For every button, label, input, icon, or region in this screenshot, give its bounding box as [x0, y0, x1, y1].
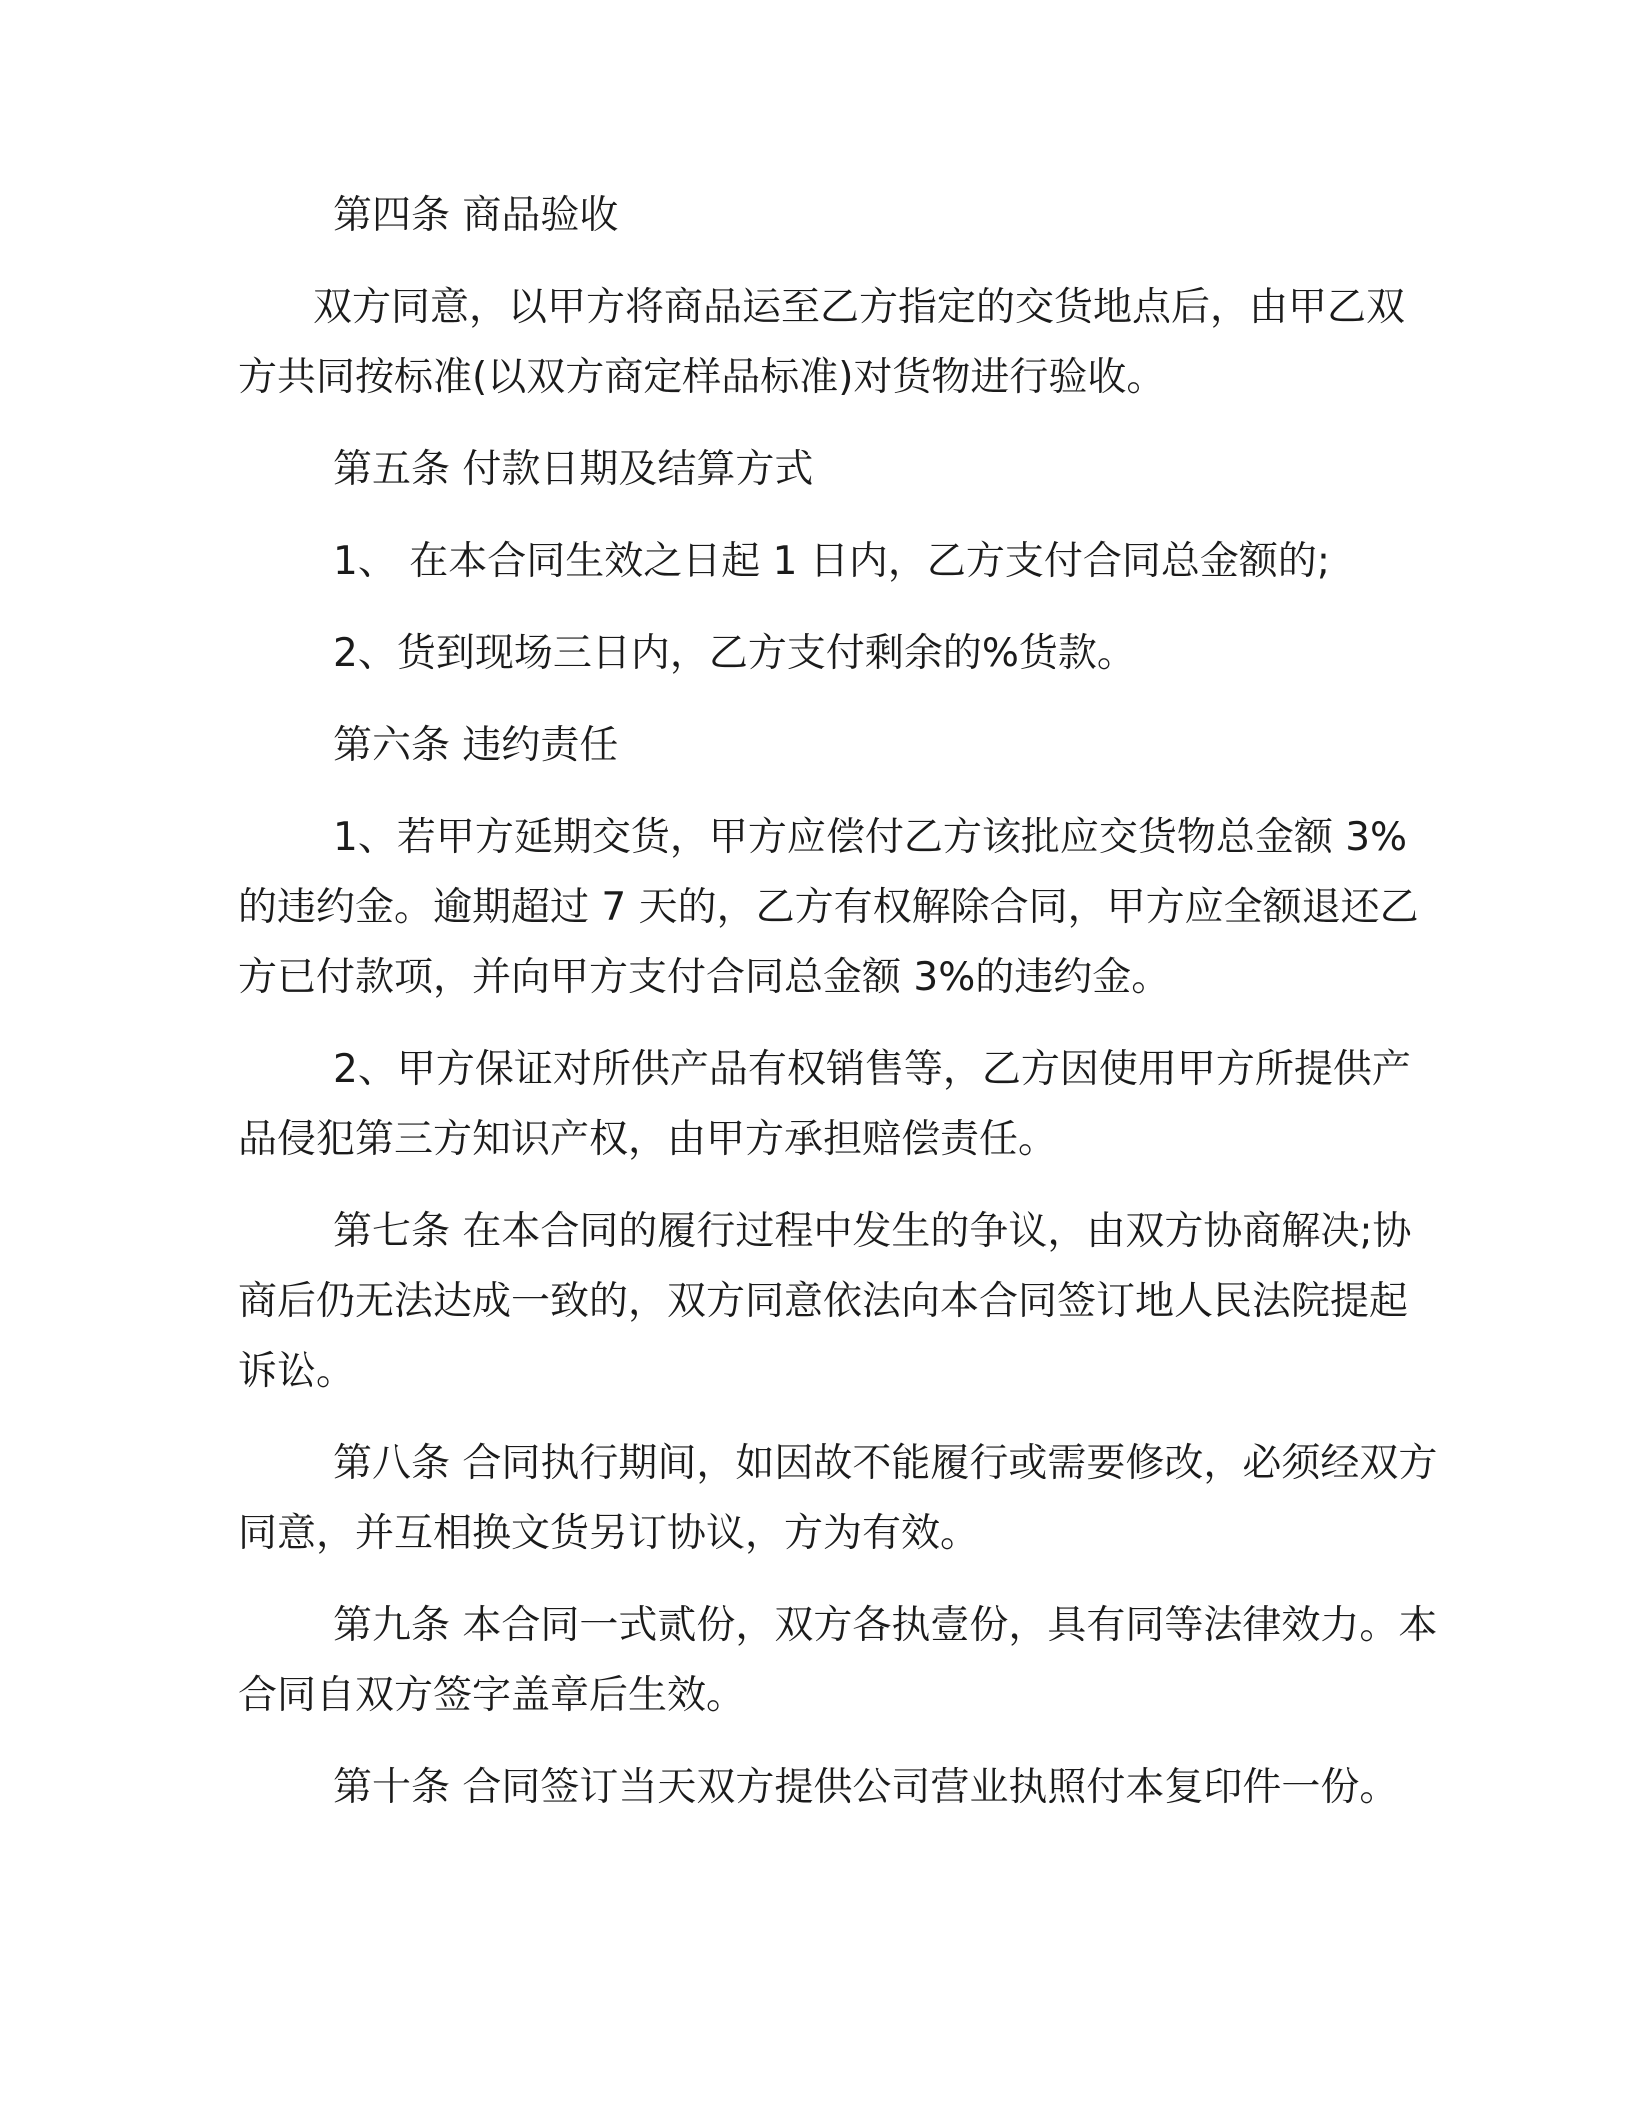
paragraph-line: 第十条 合同签订当天双方提供公司营业执照付本复印件一份。 — [333, 1765, 1399, 1810]
paragraph-line: 方共同按标准(以双方商定样品标准)对货物进行验收。 — [238, 355, 1166, 400]
paragraph-line: 第七条 在本合同的履行过程中发生的争议，由双方协商解决;协 — [333, 1209, 1412, 1254]
list-item: 1、 在本合同生效之日起 1 日内，乙方支付合同总金额的; — [333, 539, 1330, 584]
paragraph-line: 同意，并互相换文货另订协议，方为有效。 — [238, 1511, 980, 1556]
paragraph-line: 商后仍无法达成一致的，双方同意依法向本合同签订地人民法院提起 — [238, 1279, 1409, 1324]
paragraph-line: 品侵犯第三方知识产权，由甲方承担赔偿责任。 — [238, 1117, 1058, 1162]
paragraph-line: 方已付款项，并向甲方支付合同总金额 3%的违约金。 — [238, 955, 1171, 1000]
paragraph-line: 合同自双方签字盖章后生效。 — [238, 1673, 746, 1718]
paragraph-line: 第八条 合同执行期间，如因故不能履行或需要修改，必须经双方 — [333, 1441, 1438, 1486]
paragraph-line: 诉讼。 — [238, 1349, 356, 1394]
paragraph-line: 的违约金。逾期超过 7 天的，乙方有权解除合同，甲方应全额退还乙 — [238, 885, 1419, 930]
section-heading: 第五条 付款日期及结算方式 — [333, 447, 814, 492]
section-heading: 第六条 违约责任 — [333, 723, 619, 768]
paragraph-line: 第九条 本合同一式贰份，双方各执壹份，具有同等法律效力。本 — [333, 1603, 1438, 1648]
paragraph-line: 1、若甲方延期交货，甲方应偿付乙方该批应交货物总金额 3% — [333, 815, 1408, 860]
paragraph-line: 2、甲方保证对所供产品有权销售等，乙方因使用甲方所提供产 — [333, 1047, 1411, 1092]
paragraph-line: 双方同意，以甲方将商品运至乙方指定的交货地点后，由甲乙双 — [313, 285, 1406, 330]
section-heading: 第四条 商品验收 — [333, 193, 619, 238]
list-item: 2、货到现场三日内，乙方支付剩余的%货款。 — [333, 631, 1136, 676]
